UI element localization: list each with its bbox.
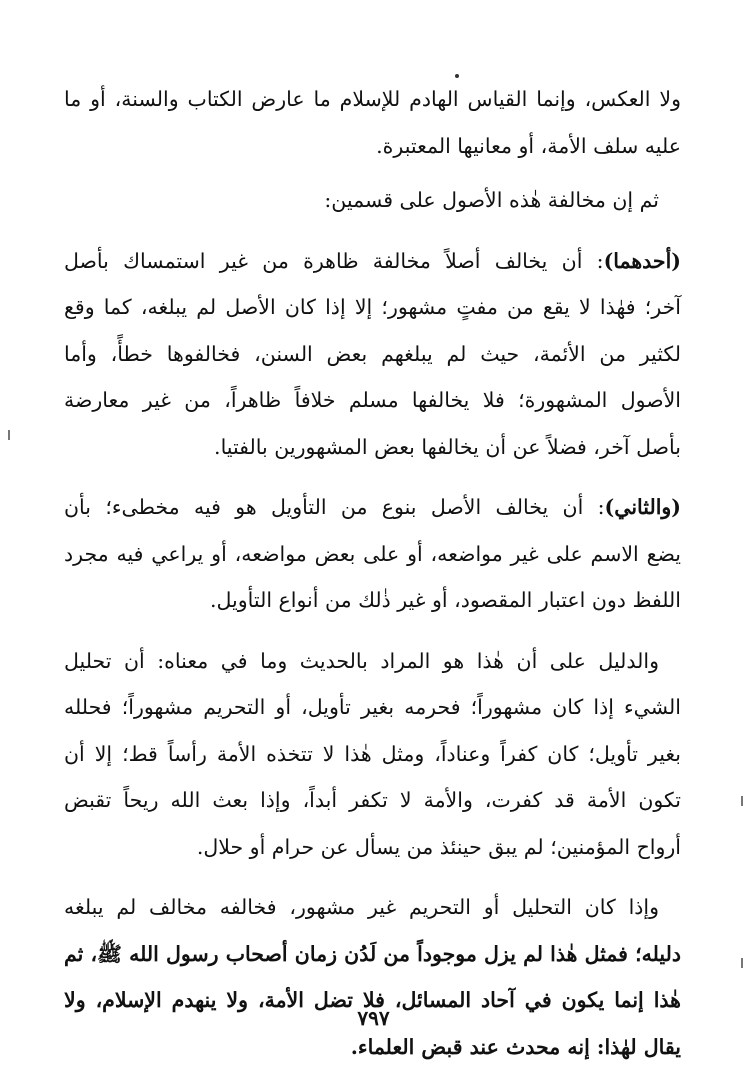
paragraph-4 bbox=[64, 484, 681, 624]
text-line: أرواح المؤمنين؛ لم يبق حينئذ من يسأل عن حرام أو حلال. bbox=[196, 834, 681, 859]
text-line bbox=[64, 484, 681, 531]
paragraph-2 bbox=[64, 177, 681, 224]
margin-mark bbox=[8, 430, 10, 440]
text-segment: : أن يخالف الأصل بنوع من التأويل هو فيه مخطىء؛ بأن bbox=[64, 495, 605, 519]
text-line: آخر؛ فهٰذا لا يقع من مفتٍ مشهور؛ إلا إذا كان الأصل لم يبلغه، كما وقع bbox=[64, 295, 681, 319]
section-lead: (والثاني) bbox=[604, 495, 681, 519]
text-line: بغير تأويل؛ كان كفراً وعناداً، ومثل هٰذا لا تتخذه الأمة رأساً قط؛ إلا أن bbox=[64, 741, 681, 766]
text-line: وإذا كان التحليل أو التحريم غير مشهور، فخالفه مخالف لم يبلغه bbox=[64, 895, 659, 919]
text-line: لكثير من الأئمة، حيث لم يبلغهم بعض السنن، فخالفوها خطأً، وأما bbox=[64, 341, 681, 366]
text-line: عليه سلف الأمة، أو معانيها المعتبرة. bbox=[376, 133, 681, 158]
text-line: والدليل على أن هٰذا هو المراد بالحديث وما في معناه: أن تحليل bbox=[64, 648, 659, 673]
paragraph-5 bbox=[64, 638, 681, 871]
text-line: الأصول المشهورة؛ فلا يخالفها مسلم خلافاً ظاهراً، من غير معارضة bbox=[64, 388, 681, 412]
text-line: ثم إن مخالفة هٰذه الأصول على قسمين: bbox=[324, 188, 659, 212]
text-line: تكون الأمة قد كفرت، والأمة لا تكفر أبداً، وإذا بعث الله ريحاً تقبض bbox=[64, 788, 681, 812]
text-line: هٰذا إنما يكون في آحاد المسائل، فلا تضل الأمة، ولا ينهدم الإسلام، ولا bbox=[64, 988, 681, 1012]
text-line: الشيء إذا كان مشهوراً؛ فحرمه بغير تأويل، أو التحريم مشهوراً؛ فحلله bbox=[64, 695, 681, 719]
text-line: ولا العكس، وإنما القياس الهادم للإسلام ما عارض الكتاب والسنة، أو ما bbox=[64, 87, 681, 111]
text-segment: : أن يخالف أصلاً مخالفة ظاهرة من غير استمساك بأصل bbox=[64, 248, 604, 273]
paragraph-1 bbox=[64, 76, 681, 169]
section-lead: (أحدهما) bbox=[603, 248, 681, 273]
text-line: يضع الاسم على غير مواضعه، أو على بعض مواضعه، أو يراعي فيه مجرد bbox=[64, 541, 681, 566]
margin-mark bbox=[741, 796, 743, 806]
text-line: يقال لهٰذا: إنه محدث عند قبض العلماء. bbox=[350, 1034, 681, 1059]
page-number: ٧٩٧ bbox=[357, 1006, 390, 1030]
page-body bbox=[64, 76, 681, 1070]
paragraph-3 bbox=[64, 238, 681, 471]
paragraph-6 bbox=[64, 884, 681, 1070]
text-line: بأصل آخر، فضلاً عن أن يخالفها بعض المشهورين بالفتيا. bbox=[214, 434, 681, 459]
text-line bbox=[64, 238, 681, 285]
text-line: اللفظ دون اعتبار المقصود، أو غير ذٰلك من أنواع التأويل. bbox=[210, 588, 681, 612]
margin-mark bbox=[741, 958, 743, 968]
text-line: دليله؛ فمثل هٰذا لم يزل موجوداً من لَدُن زمان أصحاب رسول الله ﷺ، ثم bbox=[64, 941, 681, 966]
